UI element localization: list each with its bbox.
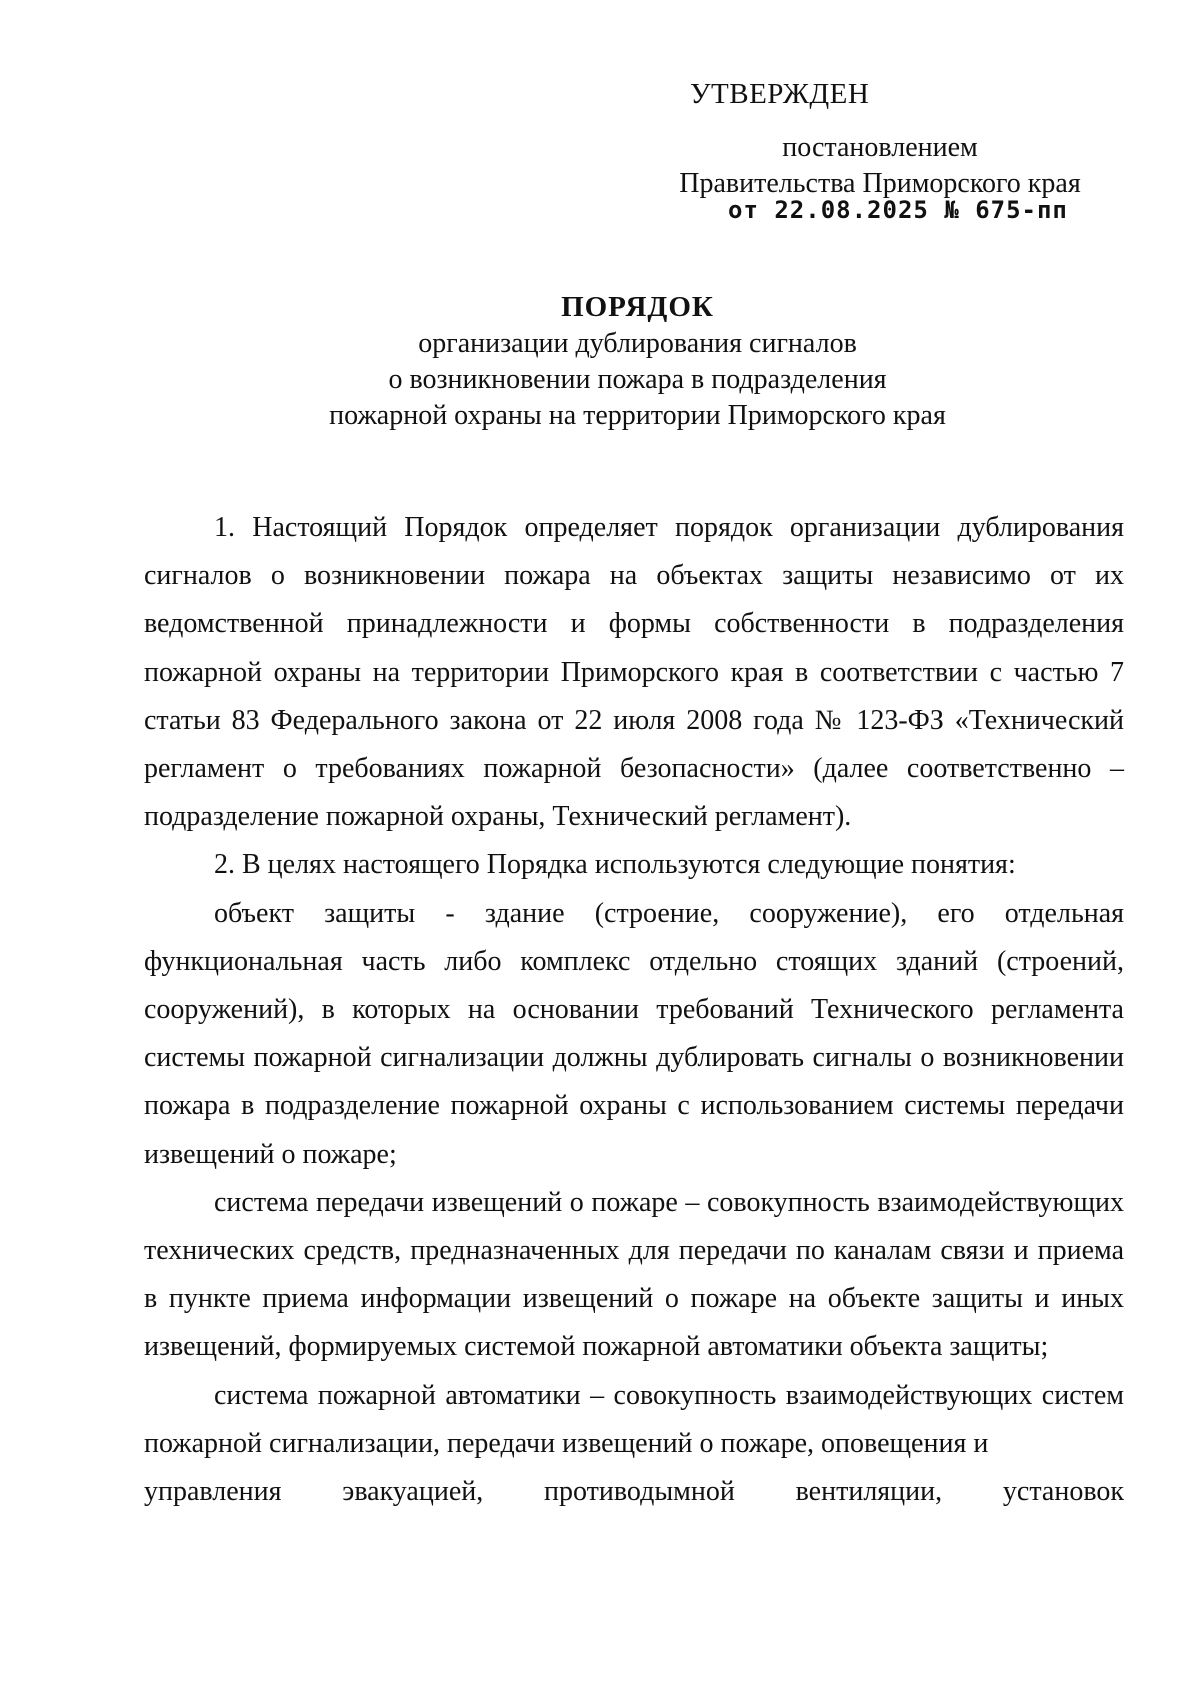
paragraph-5-continuation [144,1468,1124,1516]
document-body [144,504,1124,1516]
word: противодымной [544,1476,735,1508]
title-line-1: организации дублирования сигналов [418,328,857,359]
approved-label: УТВЕРЖДЕН [690,78,870,110]
approval-line-1: постановлением [782,132,978,163]
document-title-block [0,288,1200,434]
paragraph-2: 2. В целях настоящего Порядка используются следующие понятия: [214,849,1016,881]
paragraph-4: система передачи извещений о пожаре – совокупность взаимодействующих технических средств, предназначенных для передачи по каналам связи и приема в пункте приема информации извещений о пожаре на объекте защиты и иных извещений, формируемых системой пожарной автоматики объекта защиты; [144,1186,1124,1363]
title-line-2: о возникновении пожара в подразделения [388,364,887,395]
word: вентиляции, [795,1476,943,1508]
paragraph-3: объект защиты - здание (строение, сооружение), его отдельная функциональная часть либо комплекс отдельно стоящих зданий (строений, сооружений), в которых на основании требований Технического регламента системы пожарной сигнализации должны дублировать сигналы о возникновении пожара в подразделение пожарной охраны с использованием системы передачи извещений о пожаре; [144,897,1124,1170]
word: установок [1002,1476,1124,1508]
decree-reference: от 22.08.2025 № 675-пп [728,196,1068,224]
document-title: ПОРЯДОК [561,291,714,323]
word: управления [144,1476,282,1508]
approval-block [660,130,1100,202]
title-line-3: пожарной охраны на территории Приморского края [329,400,946,431]
approval-line-2: Правительства Приморского края [679,168,1081,199]
paragraph-5: система пожарной автоматики – совокупность взаимодействующих систем пожарной сигнализации, передачи извещений о пожаре, оповещения и [144,1379,1124,1459]
word: эвакуацией, [342,1476,484,1508]
paragraph-1: 1. Настоящий Порядок определяет порядок организации дублирования сигналов о возникновении пожара на объектах защиты независимо от их ведомственной принадлежности и формы собственности в подразделения пожарной охраны на территории Приморского края в соответствии с частью 7 статьи 83 Федерального закона от 22 июля 2008 года № 123-ФЗ «Технический регламент о требованиях пожарной безопасности» (далее соответственно – подразделение пожарной охраны, Технический регламент). [144,512,1124,833]
